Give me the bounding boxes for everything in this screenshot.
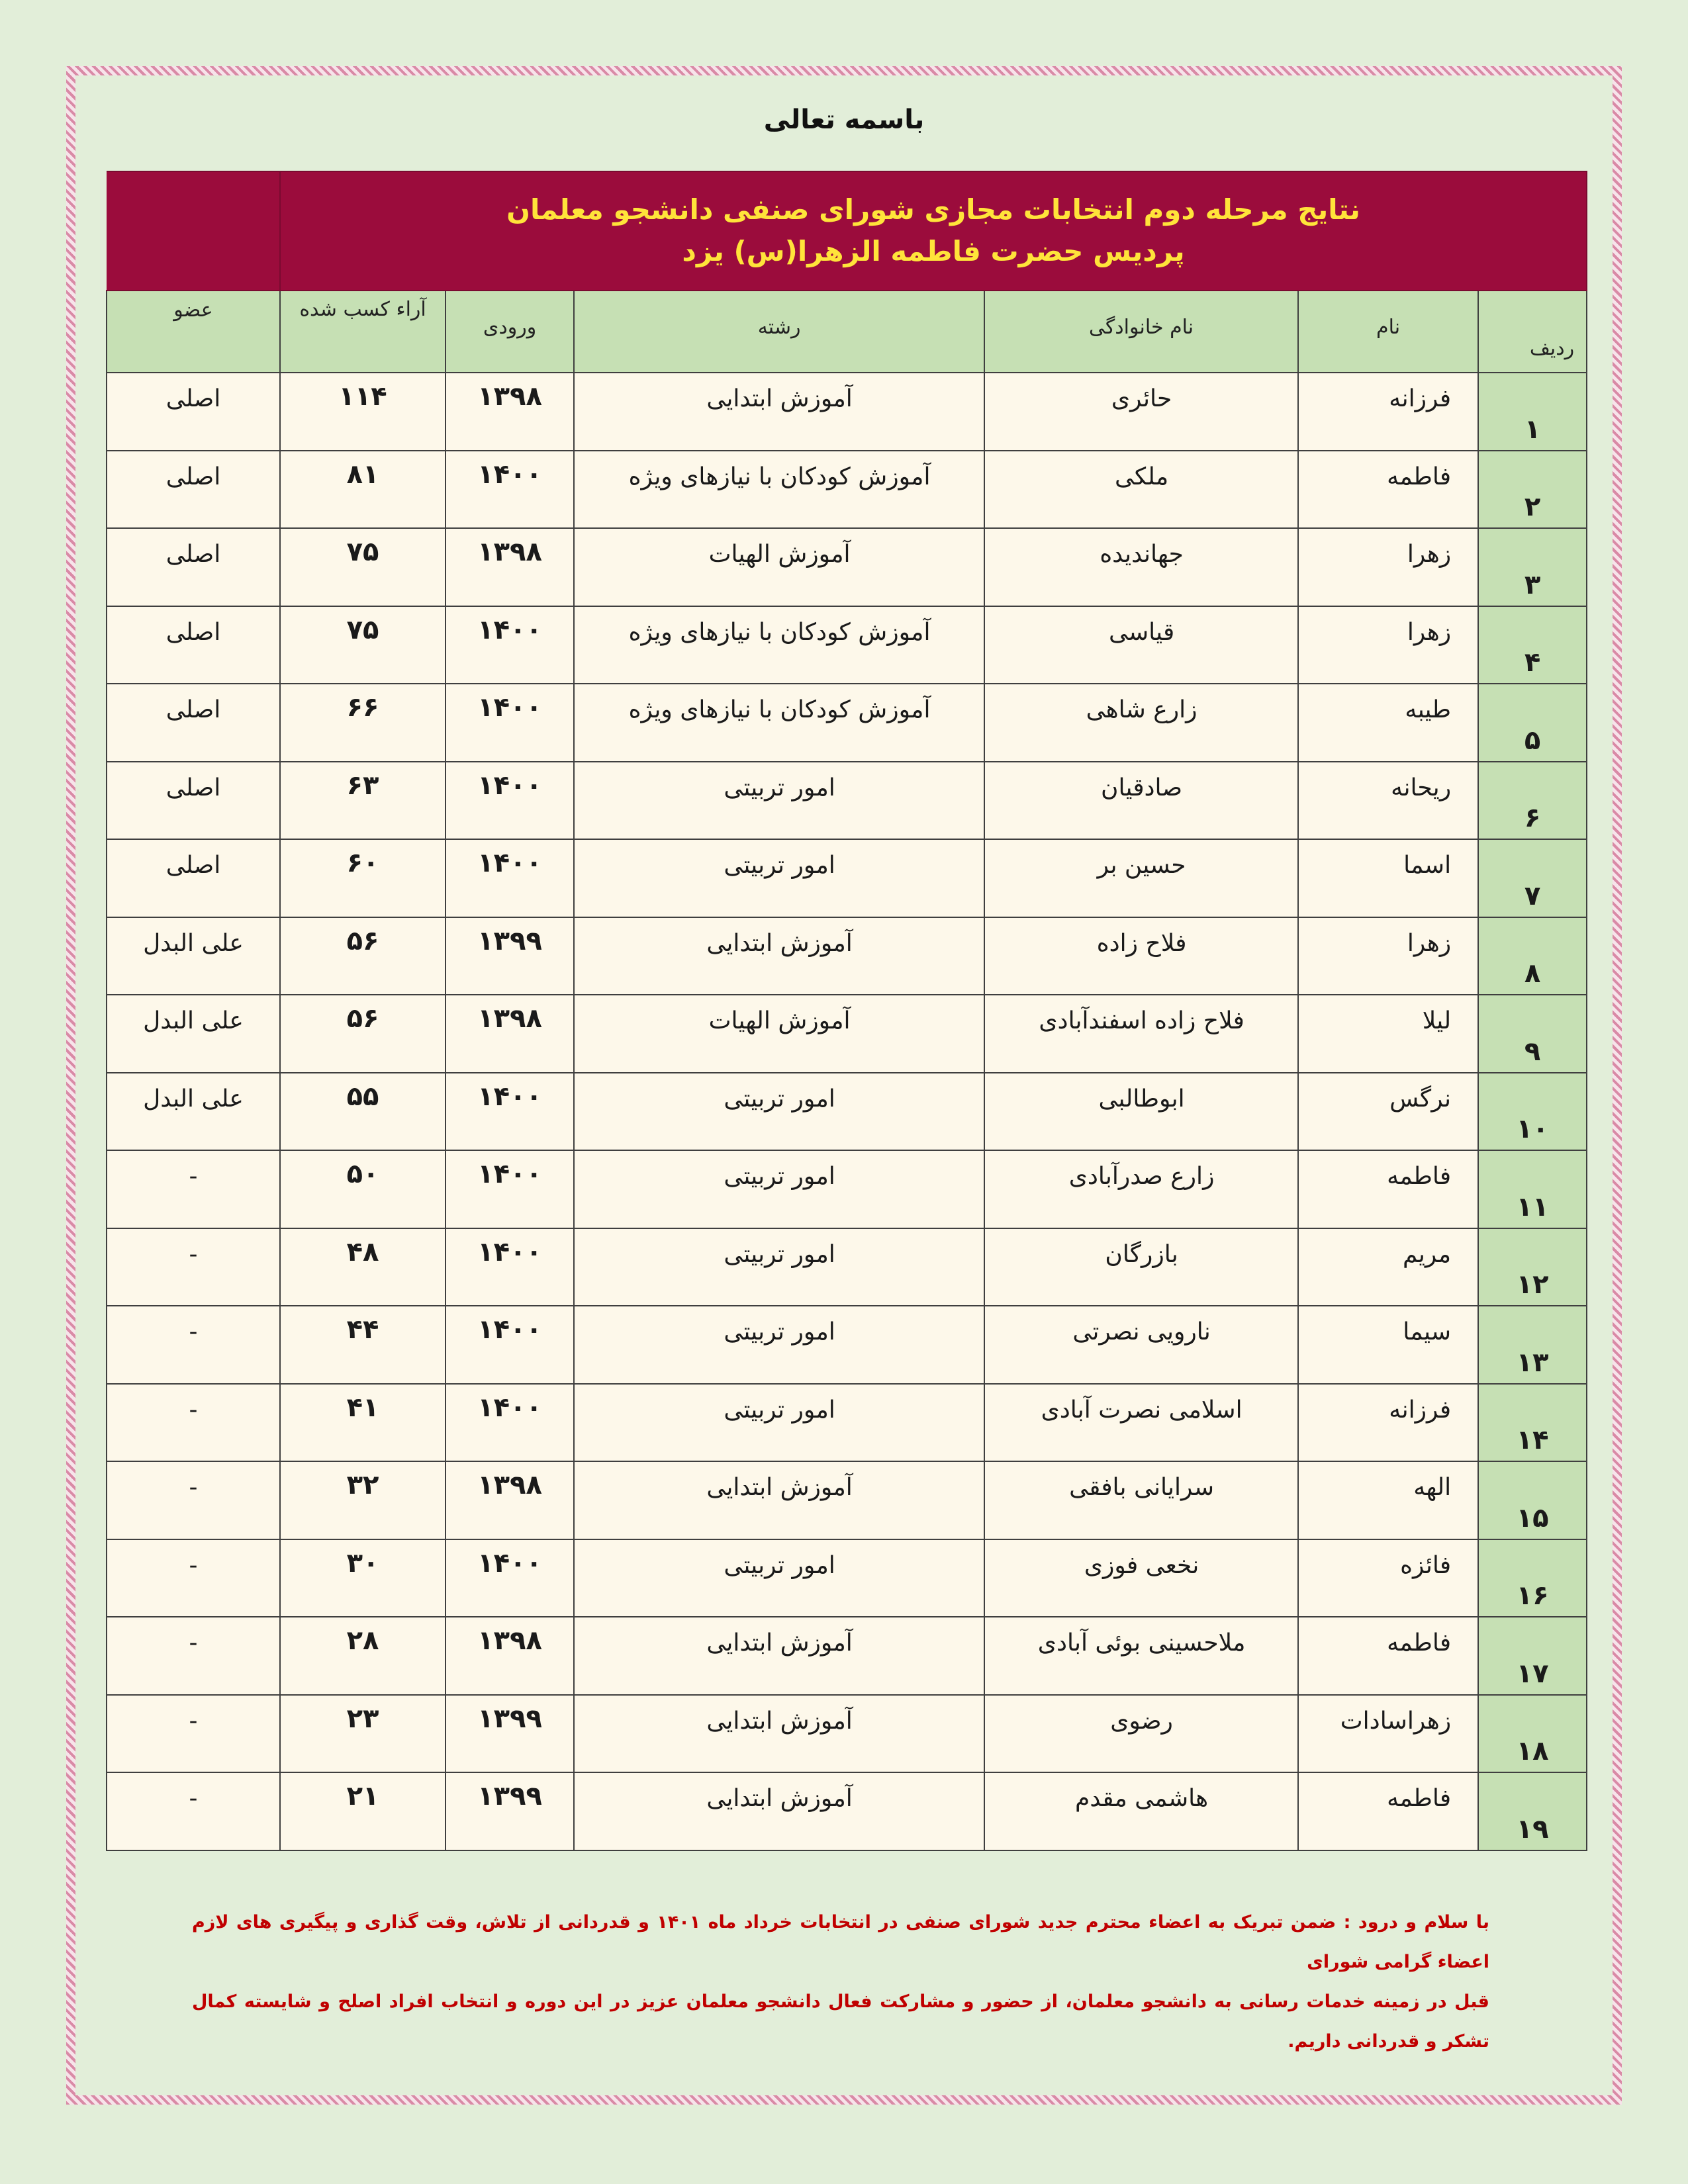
table-row (107, 606, 1587, 684)
notes-line-1: با سلام و درود : ضمن تبریک به اعضاء محترم جدید شورای صنفی در انتخابات خرداد ماه ۱۴۰۱ و قدردانی از تلاش، وقت گذاری و پیگیری های لازم اعضاء گرامی شورای (192, 1912, 1489, 1972)
cell-year: ۱۴۰۰ (445, 1539, 574, 1617)
cell-year: ۱۴۰۰ (445, 1150, 574, 1228)
page-heading: باسمه تعالی (763, 105, 925, 135)
cell-member: اصلی (107, 684, 280, 762)
cell-first: الهه (1298, 1461, 1478, 1539)
cell-field: امور تربیتی (574, 1539, 984, 1617)
cell-last: صادقیان (984, 762, 1298, 840)
cell-row: ۴ (1478, 606, 1587, 684)
cell-last: زارع شاهی (984, 684, 1298, 762)
cell-member: - (107, 1384, 280, 1462)
cell-last: رضوی (984, 1695, 1298, 1773)
cell-row: ۱ (1478, 373, 1587, 451)
cell-last: ملاحسینی بوئی آبادی (984, 1617, 1298, 1695)
cell-first: زهرا (1298, 528, 1478, 606)
title-blank-cell (107, 171, 280, 291)
cell-last: سرایانی بافقی (984, 1461, 1298, 1539)
cell-member: اصلی (107, 451, 280, 529)
cell-first: مریم (1298, 1228, 1478, 1306)
table-body (107, 373, 1587, 1850)
cell-votes: ۲۱ (280, 1772, 445, 1850)
cell-member: - (107, 1695, 280, 1773)
cell-year: ۱۳۹۸ (445, 1617, 574, 1695)
table-row (107, 1539, 1587, 1617)
cell-year: ۱۴۰۰ (445, 762, 574, 840)
cell-first: طیبه (1298, 684, 1478, 762)
table-row (107, 917, 1587, 995)
header-member: عضو (107, 291, 280, 373)
cell-year: ۱۳۹۹ (445, 1772, 574, 1850)
cell-row: ۱۵ (1478, 1461, 1587, 1539)
cell-first: فرزانه (1298, 373, 1478, 451)
cell-row: ۱۷ (1478, 1617, 1587, 1695)
table-row (107, 1073, 1587, 1151)
table-subtitle: پردیس حضرت فاطمه الزهرا(س) یزد (280, 231, 1587, 291)
cell-year: ۱۴۰۰ (445, 1384, 574, 1462)
cell-field: امور تربیتی (574, 762, 984, 840)
cell-first: فاطمه (1298, 1772, 1478, 1850)
cell-year: ۱۳۹۹ (445, 1695, 574, 1773)
cell-row: ۱۴ (1478, 1384, 1587, 1462)
cell-votes: ۵۶ (280, 917, 445, 995)
cell-first: زهرا (1298, 606, 1478, 684)
cell-row: ۹ (1478, 995, 1587, 1073)
table-row (107, 1384, 1587, 1462)
table-row (107, 1306, 1587, 1384)
cell-year: ۱۳۹۸ (445, 1461, 574, 1539)
cell-last: نارویی نصرتی (984, 1306, 1298, 1384)
cell-row: ۱۹ (1478, 1772, 1587, 1850)
cell-first: فاطمه (1298, 451, 1478, 529)
cell-row: ۵ (1478, 684, 1587, 762)
cell-votes: ۳۲ (280, 1461, 445, 1539)
cell-first: زهراسادات (1298, 1695, 1478, 1773)
cell-votes: ۵۵ (280, 1073, 445, 1151)
cell-first: نرگس (1298, 1073, 1478, 1151)
table-row (107, 373, 1587, 451)
cell-votes: ۵۰ (280, 1150, 445, 1228)
cell-last: فلاح زاده (984, 917, 1298, 995)
cell-member: - (107, 1150, 280, 1228)
table-row (107, 1228, 1587, 1306)
cell-votes: ۲۳ (280, 1695, 445, 1773)
notes (192, 1903, 1489, 2062)
cell-votes: ۵۶ (280, 995, 445, 1073)
cell-row: ۱۳ (1478, 1306, 1587, 1384)
cell-last: نخعی فوزی (984, 1539, 1298, 1617)
header-entry-year: ورودی (445, 291, 574, 373)
cell-member: - (107, 1772, 280, 1850)
cell-member: علی البدل (107, 917, 280, 995)
cell-member: - (107, 1539, 280, 1617)
cell-year: ۱۴۰۰ (445, 1228, 574, 1306)
cell-field: آموزش الهیات (574, 528, 984, 606)
cell-last: جهاندیده (984, 528, 1298, 606)
cell-year: ۱۳۹۸ (445, 995, 574, 1073)
cell-member: اصلی (107, 528, 280, 606)
cell-first: اسما (1298, 839, 1478, 917)
cell-row: ۸ (1478, 917, 1587, 995)
cell-year: ۱۳۹۸ (445, 528, 574, 606)
cell-last: هاشمی مقدم (984, 1772, 1298, 1850)
cell-field: آموزش ابتدایی (574, 1461, 984, 1539)
cell-votes: ۱۱۴ (280, 373, 445, 451)
cell-member: - (107, 1461, 280, 1539)
header-row-number: ردیف (1478, 291, 1587, 373)
table-row (107, 1461, 1587, 1539)
cell-votes: ۸۱ (280, 451, 445, 529)
cell-member: - (107, 1617, 280, 1695)
cell-votes: ۲۸ (280, 1617, 445, 1695)
cell-field: آموزش ابتدایی (574, 1695, 984, 1773)
cell-member: علی البدل (107, 1073, 280, 1151)
cell-member: علی البدل (107, 995, 280, 1073)
cell-member: - (107, 1228, 280, 1306)
table-row (107, 684, 1587, 762)
cell-first: فرزانه (1298, 1384, 1478, 1462)
table-row (107, 451, 1587, 529)
header-last-name: نام خانوادگی (984, 291, 1298, 373)
cell-first: لیلا (1298, 995, 1478, 1073)
cell-votes: ۶۰ (280, 839, 445, 917)
cell-year: ۱۴۰۰ (445, 606, 574, 684)
table-row (107, 839, 1587, 917)
cell-row: ۱۰ (1478, 1073, 1587, 1151)
cell-year: ۱۴۰۰ (445, 451, 574, 529)
results-table (106, 171, 1587, 1851)
cell-first: فاطمه (1298, 1150, 1478, 1228)
cell-votes: ۴۸ (280, 1228, 445, 1306)
cell-votes: ۴۱ (280, 1384, 445, 1462)
cell-member: اصلی (107, 606, 280, 684)
table-row (107, 1150, 1587, 1228)
cell-row: ۱۸ (1478, 1695, 1587, 1773)
cell-votes: ۷۵ (280, 606, 445, 684)
cell-member: - (107, 1306, 280, 1384)
cell-field: آموزش کودکان با نیازهای ویژه (574, 451, 984, 529)
cell-last: ابوطالبی (984, 1073, 1298, 1151)
cell-field: امور تربیتی (574, 1073, 984, 1151)
cell-first: زهرا (1298, 917, 1478, 995)
cell-field: امور تربیتی (574, 839, 984, 917)
header-first-name: نام (1298, 291, 1478, 373)
cell-year: ۱۴۰۰ (445, 1073, 574, 1151)
cell-first: سیما (1298, 1306, 1478, 1384)
table-row (107, 528, 1587, 606)
cell-field: آموزش ابتدایی (574, 917, 984, 995)
cell-year: ۱۴۰۰ (445, 839, 574, 917)
cell-field: امور تربیتی (574, 1150, 984, 1228)
cell-votes: ۷۵ (280, 528, 445, 606)
cell-field: آموزش الهیات (574, 995, 984, 1073)
cell-last: زارع صدرآبادی (984, 1150, 1298, 1228)
cell-row: ۳ (1478, 528, 1587, 606)
cell-last: حسین بر (984, 839, 1298, 917)
cell-votes: ۴۴ (280, 1306, 445, 1384)
cell-field: آموزش ابتدایی (574, 1772, 984, 1850)
table-row (107, 1617, 1587, 1695)
cell-first: فائزه (1298, 1539, 1478, 1617)
cell-row: ۶ (1478, 762, 1587, 840)
header-votes: آراء کسب شده (280, 291, 445, 373)
cell-field: آموزش کودکان با نیازهای ویژه (574, 606, 984, 684)
cell-last: حائری (984, 373, 1298, 451)
cell-votes: ۳۰ (280, 1539, 445, 1617)
cell-row: ۱۱ (1478, 1150, 1587, 1228)
cell-first: فاطمه (1298, 1617, 1478, 1695)
cell-last: اسلامی نصرت آبادی (984, 1384, 1298, 1462)
cell-field: آموزش ابتدایی (574, 1617, 984, 1695)
table-row (107, 995, 1587, 1073)
cell-member: اصلی (107, 839, 280, 917)
cell-year: ۱۳۹۸ (445, 373, 574, 451)
cell-row: ۷ (1478, 839, 1587, 917)
cell-last: قیاسی (984, 606, 1298, 684)
table-row (107, 762, 1587, 840)
cell-field: امور تربیتی (574, 1306, 984, 1384)
cell-field: آموزش ابتدایی (574, 373, 984, 451)
cell-row: ۱۲ (1478, 1228, 1587, 1306)
cell-row: ۲ (1478, 451, 1587, 529)
cell-last: فلاح زاده اسفندآبادی (984, 995, 1298, 1073)
cell-votes: ۶۶ (280, 684, 445, 762)
cell-field: امور تربیتی (574, 1384, 984, 1462)
header-field: رشته (574, 291, 984, 373)
notes-line-2: قبل در زمینه خدمات رسانی به دانشجو معلمان، از حضور و مشارکت فعال دانشجو معلمان عزیز در این دوره و انتخاب افراد اصلح و شایسته کمال تشکر و قدردانی داریم. (192, 1991, 1489, 2052)
cell-field: امور تربیتی (574, 1228, 984, 1306)
cell-row: ۱۶ (1478, 1539, 1587, 1617)
cell-year: ۱۴۰۰ (445, 684, 574, 762)
table-row (107, 1695, 1587, 1773)
cell-last: ملکی (984, 451, 1298, 529)
cell-year: ۱۳۹۹ (445, 917, 574, 995)
cell-field: آموزش کودکان با نیازهای ویژه (574, 684, 984, 762)
cell-year: ۱۴۰۰ (445, 1306, 574, 1384)
cell-votes: ۶۳ (280, 762, 445, 840)
table-title: نتایج مرحله دوم انتخابات مجازی شورای صنفی دانشجو معلمان (280, 171, 1587, 231)
cell-member: اصلی (107, 762, 280, 840)
cell-first: ریحانه (1298, 762, 1478, 840)
cell-member: اصلی (107, 373, 280, 451)
cell-last: بازرگان (984, 1228, 1298, 1306)
table-row (107, 1772, 1587, 1850)
